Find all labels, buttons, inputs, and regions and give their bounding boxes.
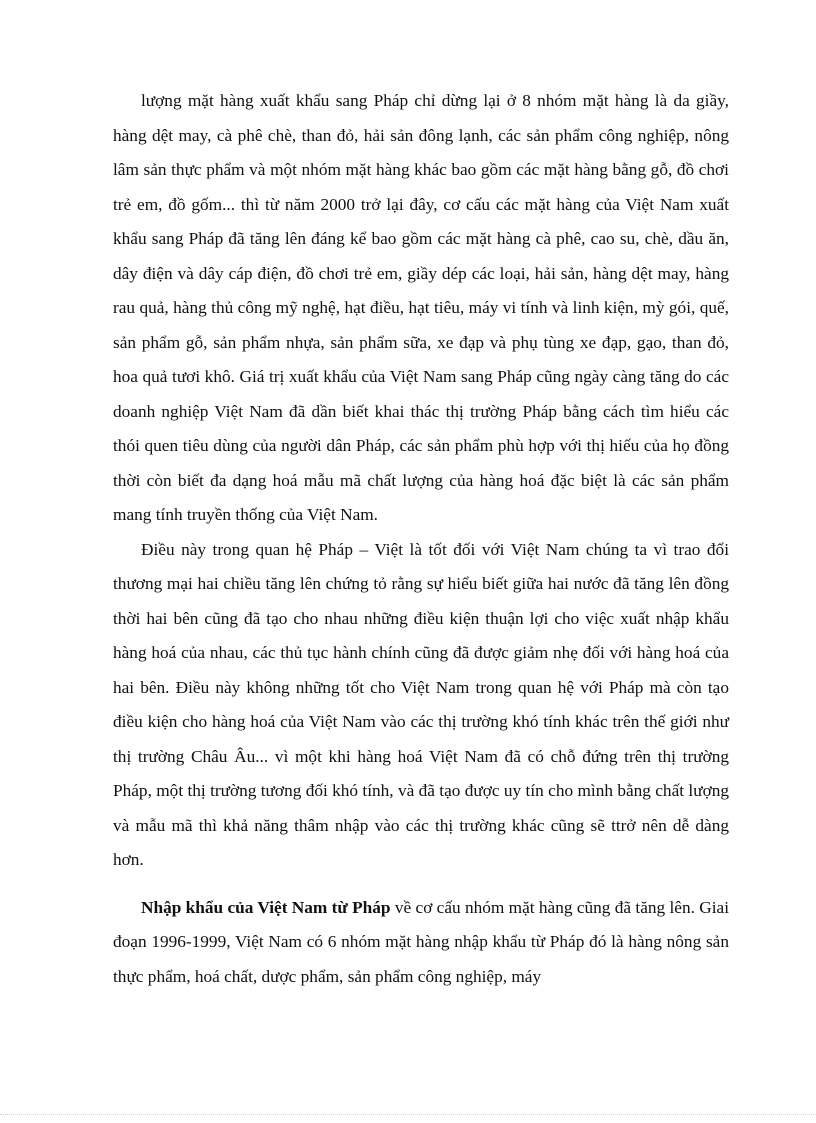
imports-heading-lead: Nhập khẩu của Việt Nam từ Pháp xyxy=(141,897,391,917)
paragraph-imports-from-france xyxy=(113,891,729,995)
paragraph-trade-relations: Điều này trong quan hệ Pháp – Việt là tốt đối với Việt Nam chúng ta vì trao đổi thương mại hai chiều tăng lên chứng tỏ rằng sự hiểu biết giữa hai nước đã tăng lên đồng thời hai bên cũng đã tạo cho nhau những điều kiện thuận lợi cho việc xuất nhập khẩu hàng hoá của nhau, các thủ tục hành chính cũng đã được giảm nhẹ đối với hàng hoá của hai bên. Điều này không những tốt cho Việt Nam trong quan hệ với Pháp mà còn tạo điều kiện cho hàng hoá của Việt Nam vào các thị trường khó tính khác trên thế giới như thị trường Châu Âu... vì một khi hàng hoá Việt Nam đã có chỗ đứng trên thị trường Pháp, một thị trường tương đối khó tính, và đã tạo được uy tín cho mình bằng chất lượng và mẫu mã thì khả năng thâm nhập vào các thị trường khác cũng sẽ ttrở nên dễ dàng hơn. xyxy=(113,539,729,869)
paragraph-export-structure: lượng mặt hàng xuất khẩu sang Pháp chỉ dừng lại ở 8 nhóm mặt hàng là da giầy, hàng dệt may, cà phê chè, than đỏ, hải sản đông lạnh, các sản phẩm công nghiệp, nông lâm sản thực phẩm và một nhóm mặt hàng khác bao gồm các mặt hàng bằng gỗ, đồ chơi trẻ em, đồ gốm... thì từ năm 2000 trở lại đây, cơ cấu các mặt hàng của Việt Nam xuất khẩu sang Pháp đã tăng lên đáng kể bao gồm các mặt hàng cà phê, cao su, chè, dầu ăn, dây điện và dây cáp điện, đồ chơi trẻ em, giầy dép các loại, hải sản, hàng dệt may, hàng rau quả, hàng thủ công mỹ nghệ, hạt điều, hạt tiêu, máy vi tính và linh kiện, mỳ gói, quế, sản phẩm gỗ, sản phẩm nhựa, sản phẩm sữa, xe đạp và phụ tùng xe đạp, gạo, than đỏ, hoa quả tươi khô. Giá trị xuất khẩu của Việt Nam sang Pháp cũng ngày càng tăng do các doanh nghiệp Việt Nam đã dần biết khai thác thị trường Pháp bằng cách tìm hiểu các thói quen tiêu dùng của người dân Pháp, các sản phẩm phù hợp với thị hiếu của họ đồng thời còn biết đa dạng hoá mẫu mã chất lượng của hàng hoá đặc biệt là các sản phẩm mang tính truyền thống của Việt Nam. xyxy=(113,91,729,524)
page-bottom-divider xyxy=(0,1114,816,1115)
document-body xyxy=(113,84,729,994)
imports-paragraph-text: về cơ cấu nhóm mặt hàng cũng đã tăng lên. Giai đoạn 1996-1999, Việt Nam có 6 nhóm mặt hàng nhập khẩu từ Pháp đó là hàng nông sản thực phẩm, hoá chất, dược phẩm, sản phẩm công nghiệp, máy xyxy=(113,897,729,986)
